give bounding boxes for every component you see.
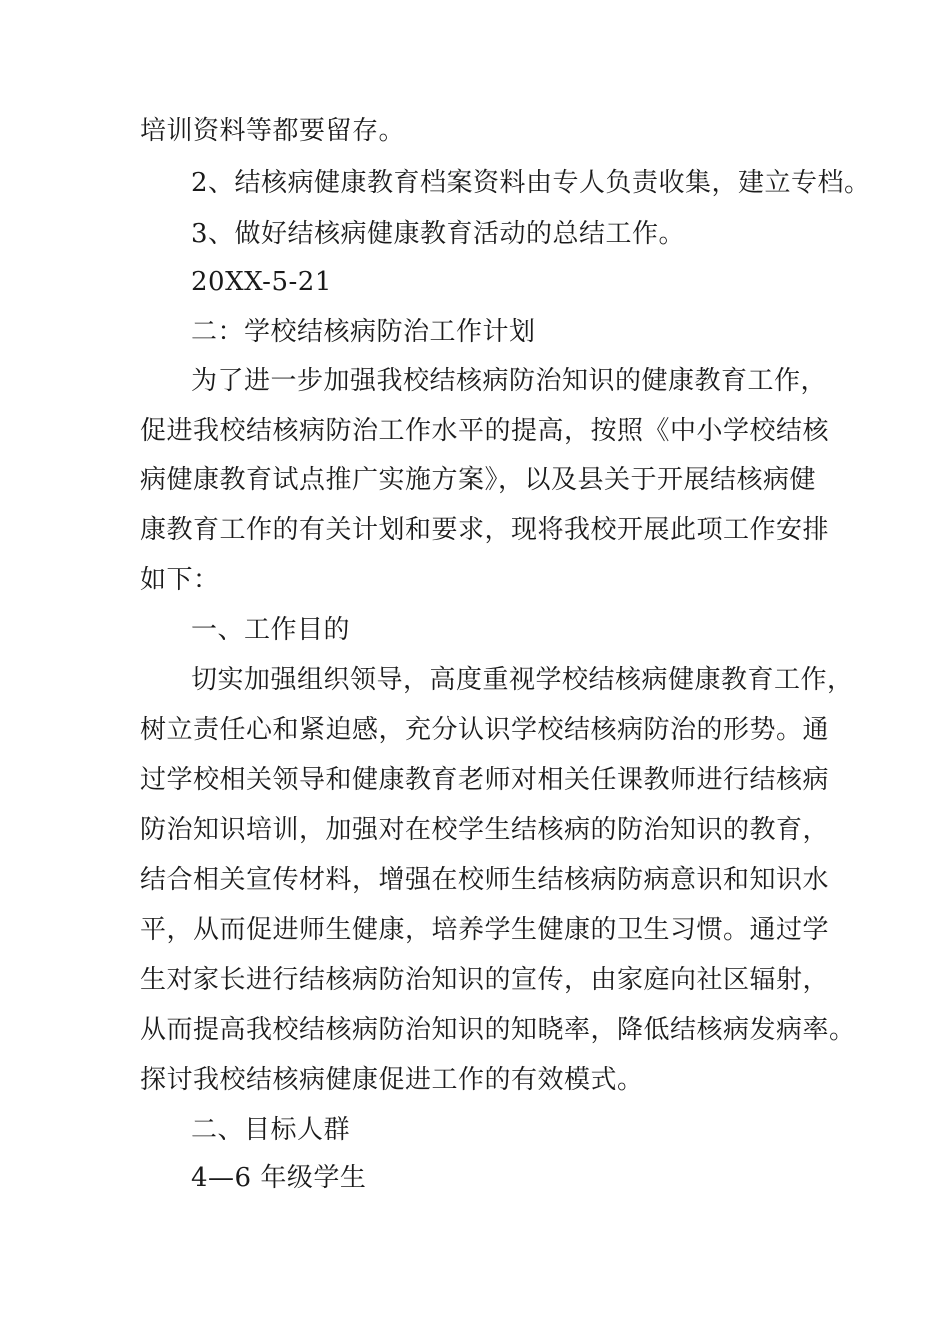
- text-line: 如下：: [140, 565, 220, 595]
- list-item: 2、结核病健康教育档案资料由专人负责收集，建立专档。: [191, 168, 871, 198]
- text-line: 生对家长进行结核病防治知识的宣传，由家庭向社区辐射，: [140, 965, 830, 995]
- text-line: 树立责任心和紧迫感，充分认识学校结核病防治的形势。通: [140, 715, 830, 745]
- section-heading: 二：学校结核病防治工作计划: [191, 317, 536, 347]
- text-line: 从而提高我校结核病防治知识的知晓率，降低结核病发病率。: [140, 1015, 856, 1045]
- text-line: 平，从而促进师生健康，培养学生健康的卫生习惯。通过学: [140, 915, 830, 945]
- text-line: 培训资料等都要留存。: [140, 116, 406, 146]
- text-line: 4—6 年级学生: [191, 1163, 367, 1193]
- text-line: 探讨我校结核病健康促进工作的有效模式。: [140, 1065, 644, 1095]
- text-line: 防治知识培训，加强对在校学生结核病的防治知识的教育，: [140, 815, 830, 845]
- section-heading: 一、工作目的: [191, 615, 351, 645]
- text-line: 结合相关宣传材料，增强在校师生结核病防病意识和知识水: [140, 865, 830, 895]
- text-line: 为了进一步加强我校结核病防治知识的健康教育工作，: [191, 366, 828, 396]
- text-line: 康教育工作的有关计划和要求，现将我校开展此项工作安排: [140, 515, 830, 545]
- text-line: 过学校相关领导和健康教育老师对相关任课教师进行结核病: [140, 765, 830, 795]
- section-heading: 二、目标人群: [191, 1115, 351, 1145]
- text-line: 病健康教育试点推广实施方案》，以及县关于开展结核病健: [140, 465, 817, 495]
- text-line: 切实加强组织领导，高度重视学校结核病健康教育工作，: [191, 665, 854, 695]
- list-item: 3、做好结核病健康教育活动的总结工作。: [191, 219, 686, 249]
- text-line: 促进我校结核病防治工作水平的提高，按照《中小学校结核: [140, 416, 830, 446]
- date-line: 20XX-5-21: [191, 267, 332, 297]
